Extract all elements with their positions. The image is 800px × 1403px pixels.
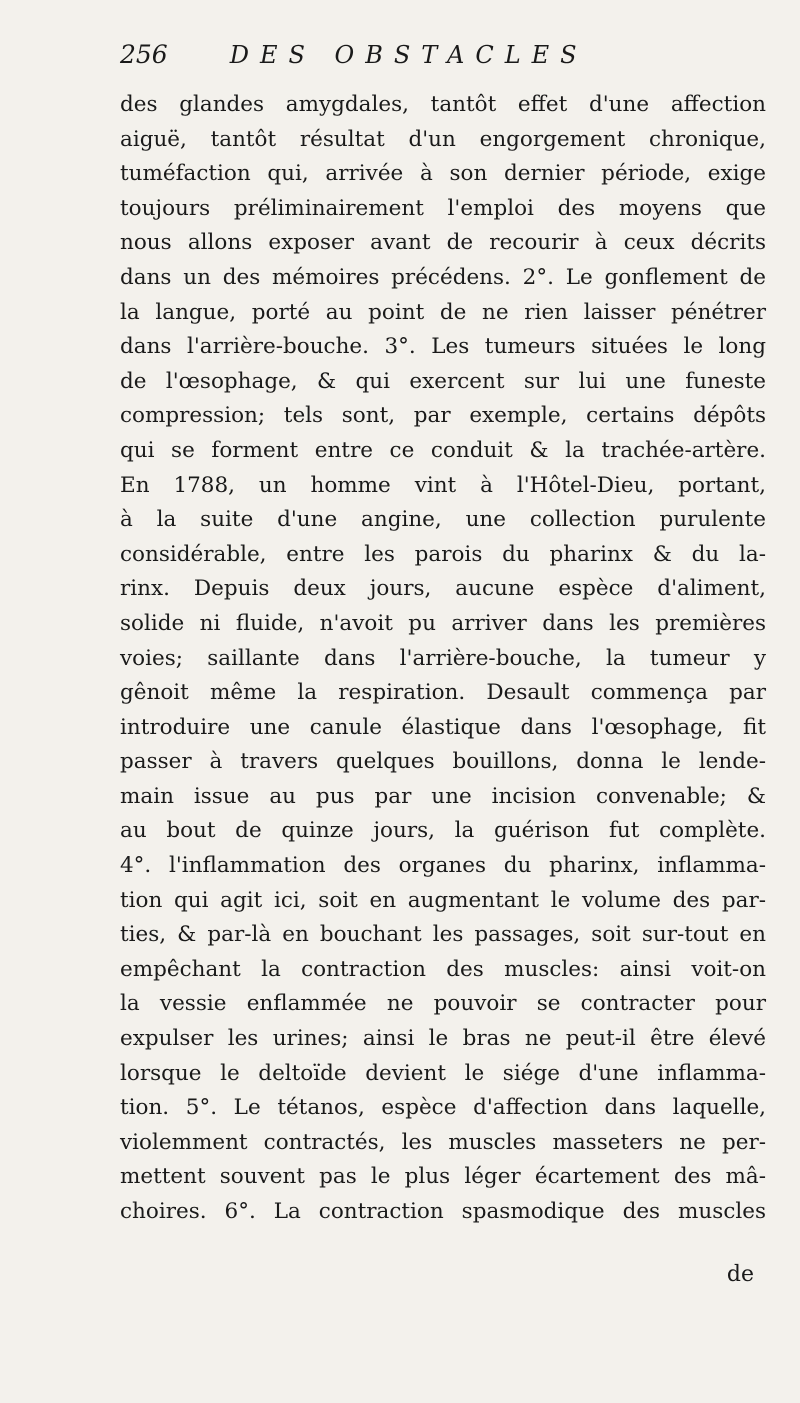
text-line: au bout de quinze jours, la guérison fut complète. [120,818,766,844]
text-line: rinx. Depuis deux jours, aucune espèce d'aliment, [120,576,766,602]
text-line: mettent souvent pas le plus léger écartement des mâ- [120,1164,766,1190]
text-line: empêchant la contraction des muscles: ainsi voit-on [120,956,766,982]
text-line: dans un des mémoires précédens. 2°. Le gonflement de [120,264,766,290]
text-line: la langue, porté au point de ne rien laisser pénétrer [120,299,766,325]
text-line: toujours préliminairement l'emploi des moyens que [120,195,766,221]
catchword: de [726,1262,754,1287]
text-line: à la suite d'une angine, une collection purulente [120,507,766,533]
text-line: considérable, entre les parois du pharinx & du la- [120,541,766,567]
text-line: choires. 6°. La contraction spasmodique des muscles [120,1199,766,1224]
text-line: main issue au pus par une incision convenable; & [120,783,766,809]
text-line: des glandes amygdales, tantôt effet d'une affection [120,92,766,117]
text-line: ties, & par-là en bouchant les passages, soit sur-tout en [120,922,766,948]
text-line: lorsque le deltoïde devient le siége d'une inflamma- [120,1060,766,1086]
text-line: nous allons exposer avant de recourir à ceux décrits [120,230,766,256]
text-line: En 1788, un homme vint à l'Hôtel-Dieu, portant, [120,472,766,498]
text-line: voies; saillante dans l'arrière-bouche, la tumeur y [120,645,766,671]
text-line: compression; tels sont, par exemple, certains dépôts [120,403,766,429]
text-line: introduire une canule élastique dans l'œsophage, fit [120,714,766,740]
text-line: qui se forment entre ce conduit & la trachée-artère. [120,437,766,463]
page-number: 256 [120,40,168,69]
text-line: gênoit même la respiration. Desault commença par [120,680,766,706]
body-text [120,88,766,1230]
text-line: tion qui agit ici, soit en augmentant le volume des par- [120,887,766,913]
text-line: aiguë, tantôt résultat d'un engorgement chronique, [120,126,766,152]
page-header [120,40,766,88]
text-line: la vessie enflammée ne pouvoir se contracter pour [120,991,766,1017]
text-line: solide ni fluide, n'avoit pu arriver dans les premières [120,610,766,636]
text-line: tuméfaction qui, arrivée à son dernier période, exige [120,161,766,187]
text-line: expulser les urines; ainsi le bras ne peut-il être élevé [120,1026,766,1052]
text-line: violemment contractés, les muscles masseters ne per- [120,1129,766,1155]
text-line: de l'œsophage, & qui exercent sur lui une funeste [120,368,766,394]
text-line: tion. 5°. Le tétanos, espèce d'affection dans laquelle, [120,1095,766,1121]
text-line: 4°. l'inflammation des organes du pharinx, inflamma- [120,853,766,879]
text-line: dans l'arrière-bouche. 3°. Les tumeurs situées le long [120,334,766,360]
running-head: DES OBSTACLES [229,41,588,69]
text-line: passer à travers quelques bouillons, donna le lende- [120,749,766,775]
